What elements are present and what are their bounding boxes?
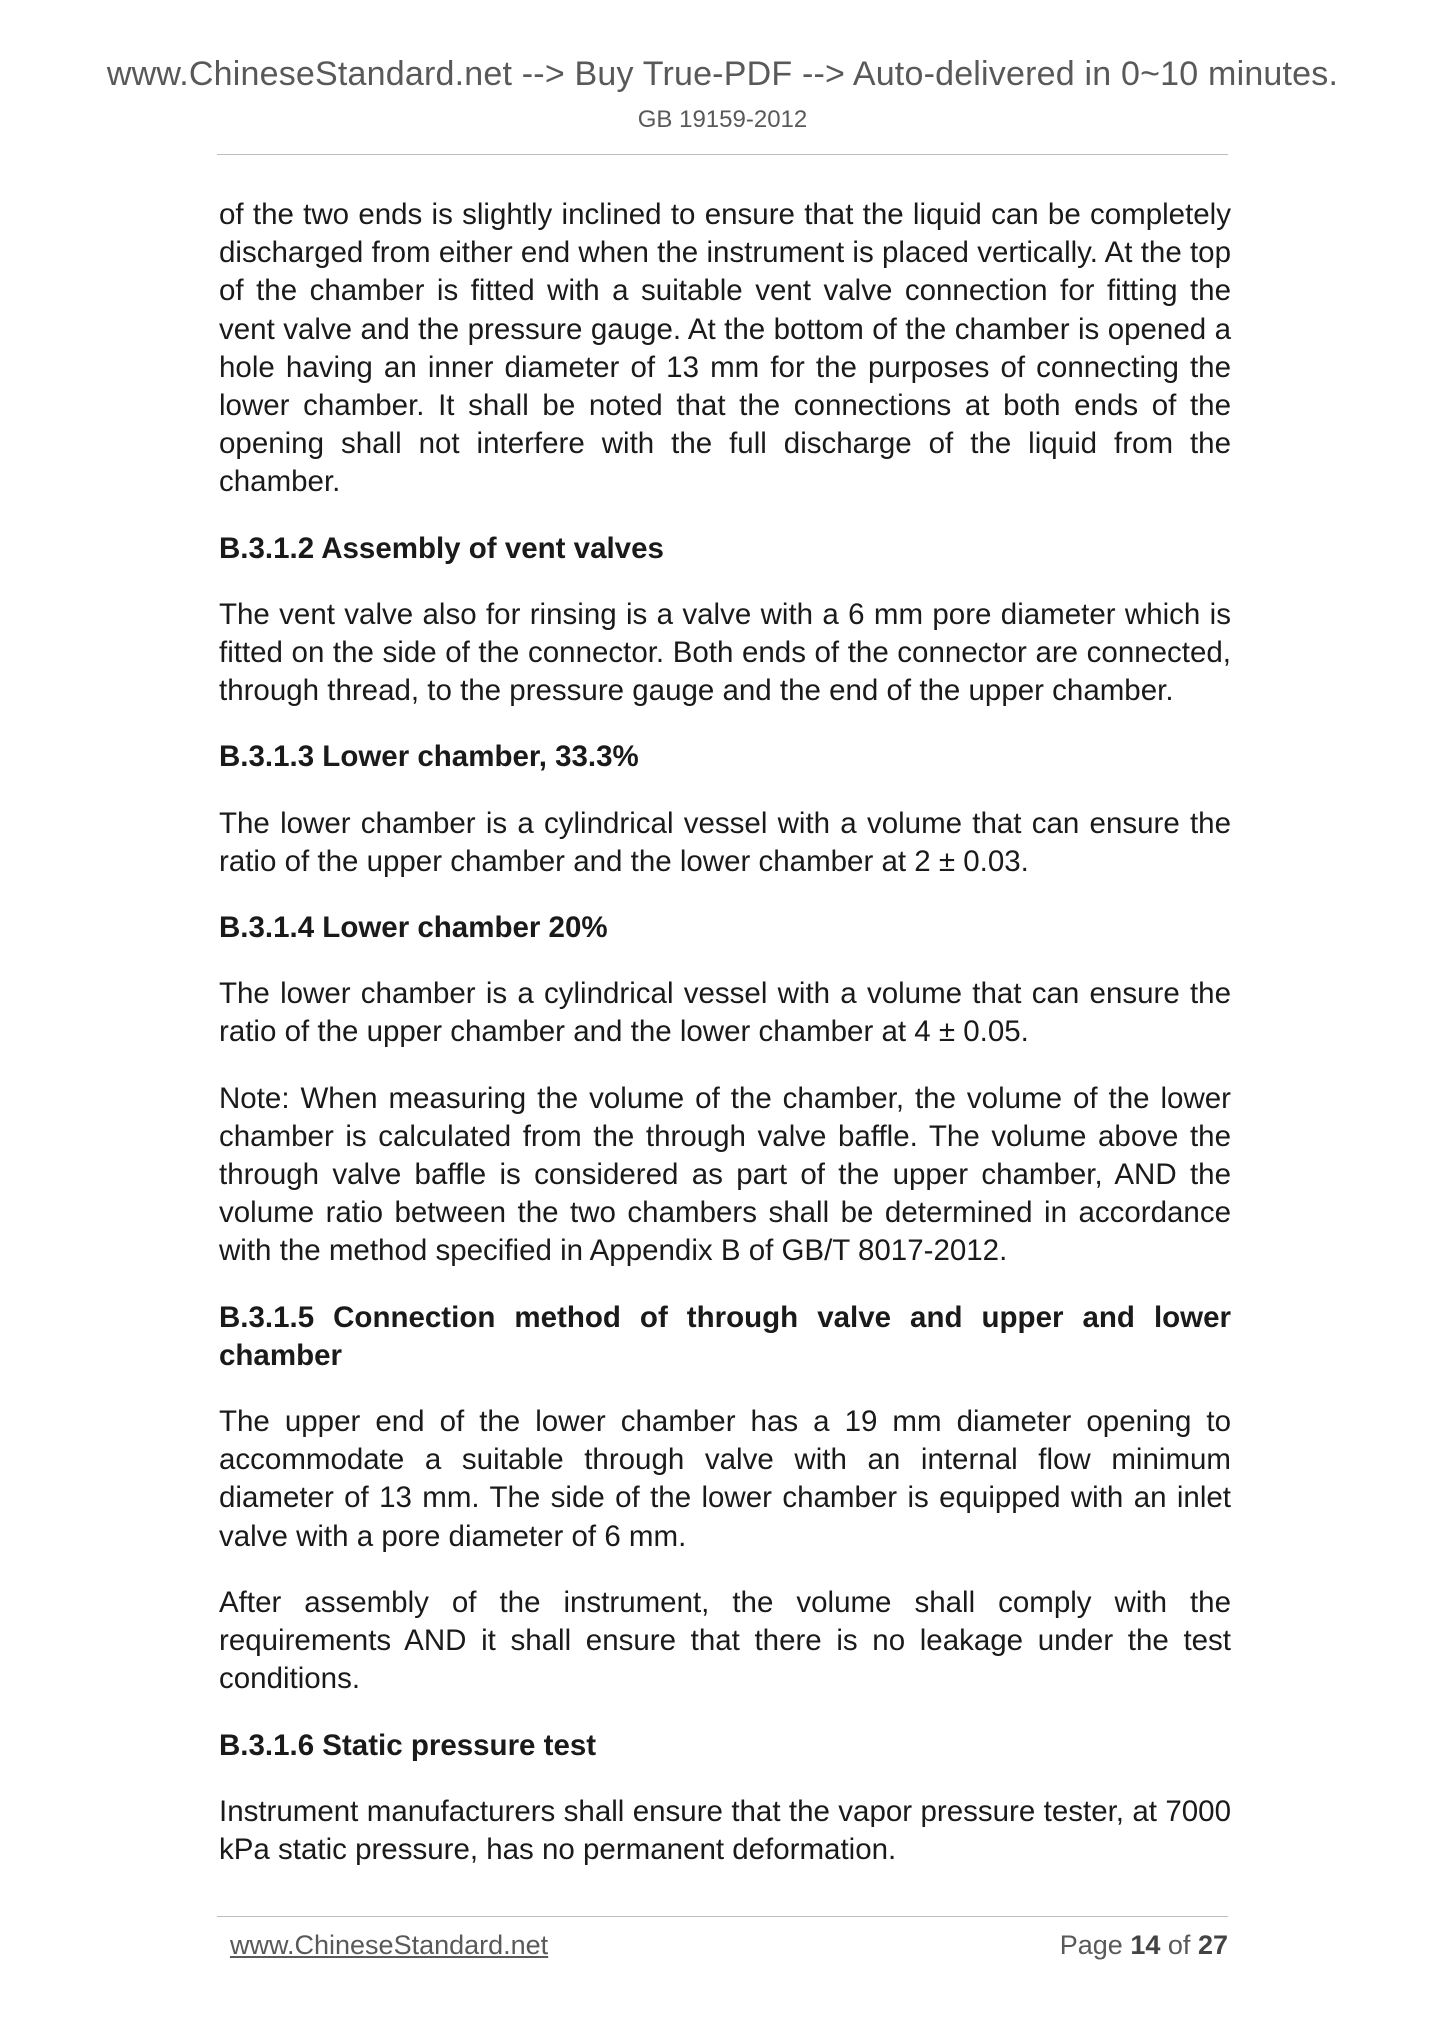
- paragraph-static-pressure: Instrument manufacturers shall ensure that the vapor pressure tester, at 7000 kPa static pressure, has no permanent deformation.: [219, 1794, 1231, 1866]
- paragraph-assembly: After assembly of the instrument, the volume shall comply with the requirements AND it shall ensure that there is no leakage under the test conditions.: [219, 1585, 1231, 1696]
- heading-b316: B.3.1.6 Static pressure test: [219, 1728, 597, 1762]
- heading-b313: B.3.1.3 Lower chamber, 33.3%: [219, 740, 639, 774]
- page-number: [1060, 1930, 1228, 1961]
- footer-divider: [217, 1916, 1228, 1917]
- paragraph-vent-valve: The vent valve also for rinsing is a valve with a 6 mm pore diameter which is fitted on the side of the connector. Both ends of the connector are connected, through thread, to the pressure gauge and the end of the upper chamber.: [219, 597, 1231, 708]
- header-site-banner: www.ChineseStandard.net --> Buy True-PDF --> Auto-delivered in 0~10 minutes.: [106, 55, 1339, 93]
- page-total: 27: [1197, 1930, 1228, 1960]
- paragraph-lower-chamber-33: The lower chamber is a cylindrical vessel with a volume that can ensure the ratio of the upper chamber and the lower chamber at 2 ± 0.03.: [219, 806, 1231, 878]
- page-label: Page: [1059, 1930, 1123, 1960]
- heading-b314: B.3.1.4 Lower chamber 20%: [219, 911, 608, 945]
- paragraph-through-valve: The upper end of the lower chamber has a 19 mm diameter opening to accommodate a suitable through valve with an internal flow minimum diameter of 13 mm. The side of the lower chamber is equipped with an inlet valve with a pore diameter of 6 mm.: [219, 1405, 1231, 1553]
- footer-site-link[interactable]: www.ChineseStandard.net: [230, 1930, 549, 1960]
- header-standard-number: GB 19159-2012: [637, 106, 808, 133]
- header-divider: [217, 154, 1228, 155]
- paragraph-chamber-continuation: of the two ends is slightly inclined to ensure that the liquid can be completely discharged from either end when the instrument is placed vertically. At the top of the chamber is fitted with a suitable vent valve connection for fitting the vent valve and the pressure gauge. At the bottom of the chamber is opened a hole having an inner diameter of 13 mm for the purposes of connecting the lower chamber. It shall be noted that the connections at both ends of the opening shall not interfere with the full discharge of the liquid from the chamber.: [219, 198, 1231, 499]
- paragraph-note: Note: When measuring the volume of the chamber, the volume of the lower chamber is calculated from the through valve baffle. The volume above the through valve baffle is considered as part of the upper chamber, AND the volume ratio between the two chambers shall be determined in accordance with the method specified in Appendix B of GB/T 8017-2012.: [219, 1081, 1231, 1268]
- heading-b315: B.3.1.5 Connection method of through valve and upper and lower chamber: [219, 1300, 1231, 1372]
- page-current: 14: [1130, 1930, 1161, 1960]
- page-body: [219, 196, 1231, 1869]
- page-of-label: of: [1167, 1930, 1191, 1960]
- heading-b312: B.3.1.2 Assembly of vent valves: [219, 531, 664, 565]
- paragraph-lower-chamber-20: The lower chamber is a cylindrical vessel with a volume that can ensure the ratio of the upper chamber and the lower chamber at 4 ± 0.05.: [219, 977, 1231, 1049]
